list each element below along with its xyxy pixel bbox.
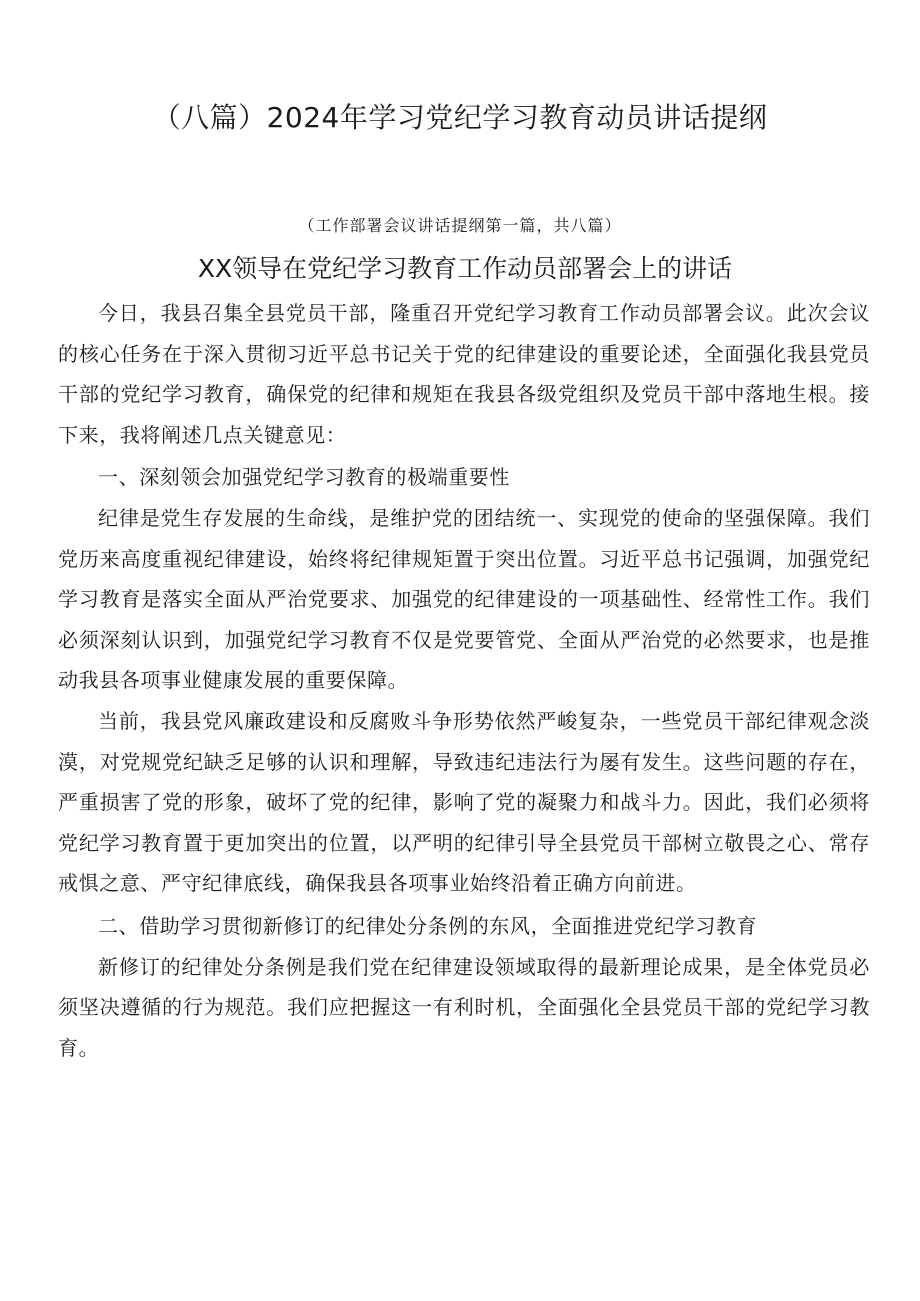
section-heading-1: 一、深刻领会加强党纪学习教育的极端重要性: [98, 465, 510, 490]
document-subtitle: （工作部署会议讲话提纲第一篇，共八篇）: [298, 216, 622, 235]
paragraph-new-regulations: 新修订的纪律处分条例是我们党在纪律建设领域取得的最新理论成果，是全体党员必须坚决遵循的行为规范。我们应把握这一有利时机，全面强化全县党员干部的党纪学习教育。: [58, 954, 870, 1060]
document-body: [58, 293, 870, 1068]
paragraph-discipline: 纪律是党生存发展的生命线，是维护党的团结统一、实现党的使命的坚强保障。我们党历来高度重视纪律建设，始终将纪律规矩置于突出位置。习近平总书记强调，加强党纪学习教育是落实全面从严治党要求、加强党的纪律建设的一项基础性、经常性工作。我们必须深刻认识到，加强党纪学习教育不仅是党要管党、全面从严治党的必然要求，也是推动我县各项事业健康发展的重要保障。: [58, 505, 870, 693]
section-heading-2: 二、借助学习贯彻新修订的纪律处分条例的东风，全面推进党纪学习教育: [98, 913, 758, 938]
paragraph-intro: 今日，我县召集全县党员干部，隆重召开党纪学习教育工作动员部署会议。此次会议的核心任务在于深入贯彻习近平总书记关于党的纪律建设的重要论述，全面强化我县党员干部的党纪学习教育，确保党的纪律和规矩在我县各级党组织及党员干部中落地生根。接下来，我将阐述几点关键意见：: [58, 301, 870, 447]
paragraph-current-situation: 当前，我县党风廉政建设和反腐败斗争形势依然严峻复杂，一些党员干部纪律观念淡漠，对党规党纪缺乏足够的认识和理解，导致违纪违法行为屡有发生。这些问题的存在，严重损害了党的形象，破坏了党的纪律，影响了党的凝聚力和战斗力。因此，我们必须将党纪学习教育置于更加突出的位置，以严明的纪律引导全县党员干部树立敬畏之心、常存戒惧之意、严守纪律底线，确保我县各项事业始终沿着正确方向前进。: [58, 708, 870, 896]
speech-title: XX领导在党纪学习教育工作动员部署会上的讲话: [197, 254, 733, 283]
document-title: （八篇）2024年学习党纪学习教育动员讲话提纲: [152, 101, 768, 134]
